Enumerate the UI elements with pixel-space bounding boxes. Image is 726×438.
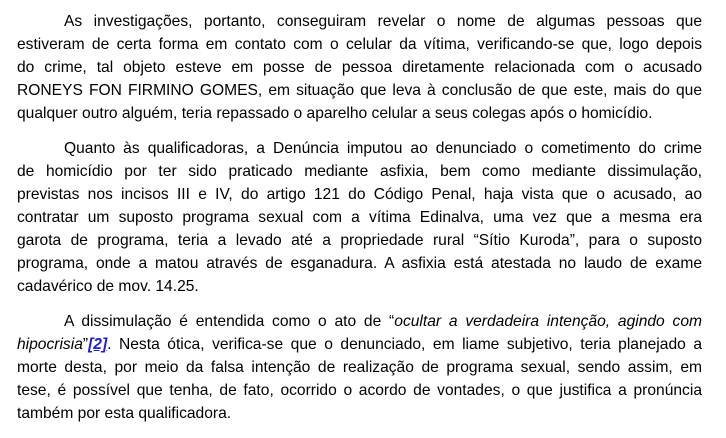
- closing-quote: ”: [82, 336, 89, 353]
- text-line: Quanto às qualificadoras, a Denúncia imputou ao denunciado o cometimento do crime: [64, 140, 702, 157]
- text-line: garota de programa, teria a levado até a propriedade rural “Sítio Kuroda”, para o suposto: [17, 232, 702, 249]
- text-line: tese, é possível que tenha, de fato, ocorrido o acordo de vontades, o que justifica a pronúncia: [17, 382, 702, 399]
- text-segment: A dissimulação é entendida como o ato de “: [64, 313, 395, 330]
- text-segment: . Nesta ótica, verifica-se que o denunciado, em liame subjetivo, teria planejado a: [107, 336, 702, 353]
- text-line: estiveram de certa forma em contato com o celular da vítima, verificando-se que, logo depois: [17, 36, 702, 53]
- text-line: qualquer outro alguém, teria repassado o aparelho celular a seus colegas após o homicídio.: [17, 105, 653, 122]
- text-line: contratar um suposto programa sexual com a vítima Edinalva, uma vez que a mesma era: [17, 209, 702, 226]
- text-line: previstas nos incisos III e IV, do artigo 121 do Código Penal, haja vista que o acusado, ao: [17, 186, 702, 203]
- paragraph-qualificadoras: [17, 137, 702, 298]
- text-line: do crime, tal objeto esteve em posse de pessoa diretamente relacionada com o acusado: [17, 59, 702, 76]
- text-line: morte desta, por meio da falsa intenção de realização de programa sexual, sendo assim, em: [17, 359, 702, 376]
- text-line: cadavérico de mov. 14.25.: [17, 278, 199, 295]
- italic-quote: hipocrisia: [17, 336, 83, 353]
- text-line: RONEYS FON FIRMINO GOMES, em situação que leva à conclusão de que este, mais do que: [17, 82, 702, 99]
- italic-quote: ocultar a verdadeira intenção, agindo com: [394, 313, 702, 330]
- text-line: [17, 310, 702, 333]
- paragraph-spacer: [17, 298, 702, 310]
- text-line: também por esta qualificadora.: [17, 405, 232, 422]
- document-page: [17, 10, 702, 425]
- text-line: programa, onde a matou através de esganadura. A asfixia está atestada no laudo de exame: [17, 255, 702, 272]
- footnote-link[interactable]: [2]: [88, 336, 108, 353]
- text-line: [17, 333, 702, 356]
- paragraph-dissimulacao: [17, 310, 702, 425]
- text-line: As investigações, portanto, conseguiram revelar o nome de algumas pessoas que: [64, 13, 702, 30]
- paragraph-investigacoes: [17, 10, 702, 125]
- paragraph-spacer: [17, 125, 702, 137]
- text-line: de homicídio por ter sido praticado mediante asfixia, bem como mediante dissimulação,: [17, 163, 702, 180]
